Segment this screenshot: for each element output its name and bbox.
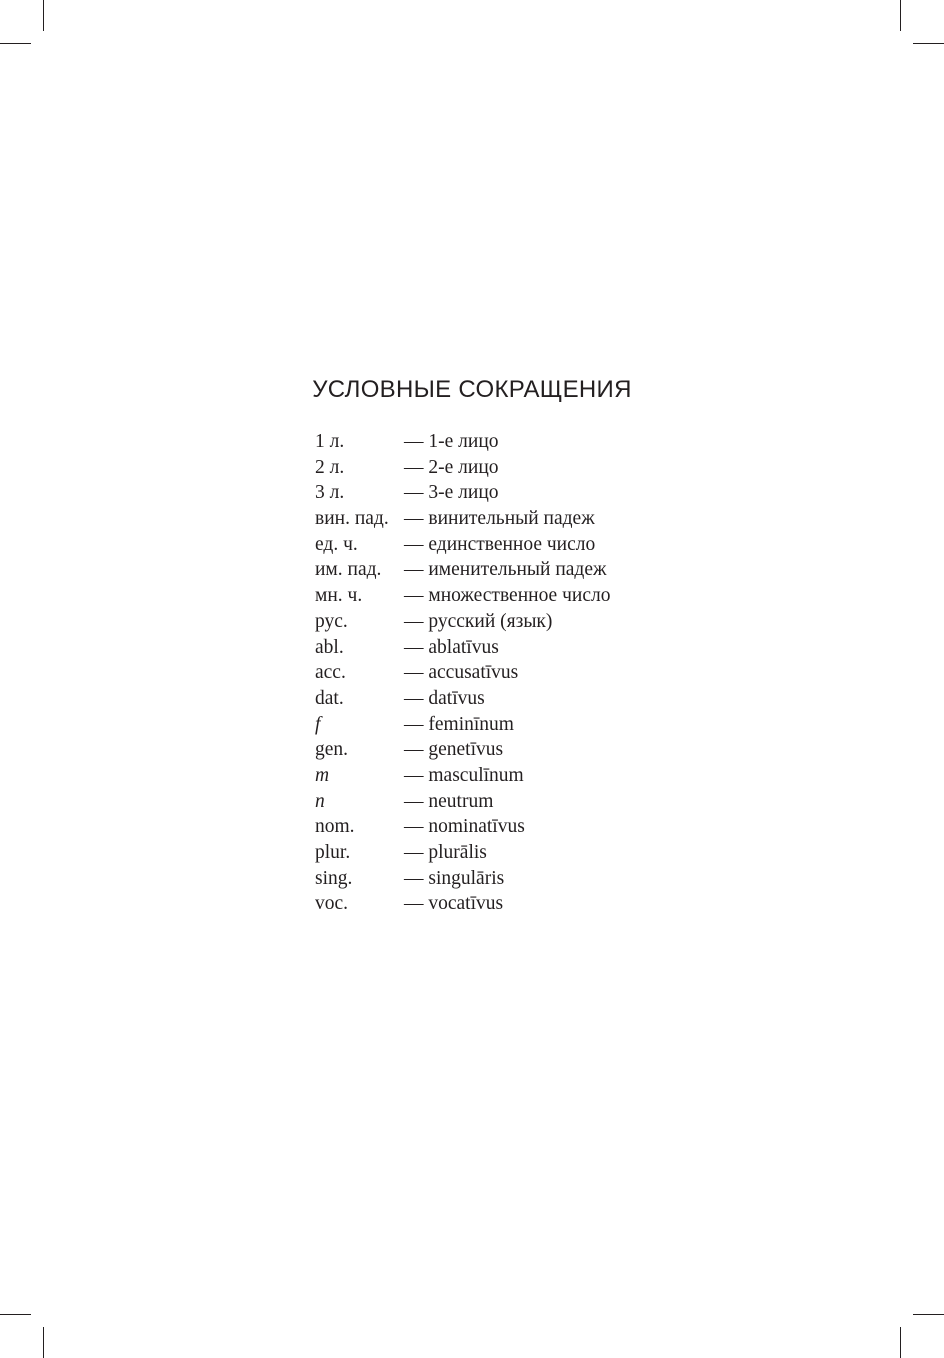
crop-mark-top-right-horizontal	[913, 43, 944, 44]
abbreviation-row	[315, 609, 610, 635]
abbreviation-term: рус.	[315, 610, 348, 632]
abbreviation-definition: — именительный падеж	[404, 559, 607, 581]
abbreviation-definition: — множественное число	[404, 585, 611, 607]
abbreviation-term: m	[315, 764, 330, 786]
abbreviation-term: gen.	[315, 739, 349, 761]
abbreviation-definition: — nominatīvus	[404, 816, 525, 838]
abbreviation-row	[315, 455, 610, 481]
abbreviation-definition: — datīvus	[404, 687, 485, 709]
crop-mark-bottom-right-vertical	[900, 1327, 901, 1358]
abbreviation-definition: — neutrum	[404, 790, 494, 812]
abbreviation-definition: — русский (язык)	[404, 610, 553, 632]
abbreviation-definition: — ablatīvus	[404, 636, 499, 658]
crop-mark-top-left-vertical	[43, 0, 44, 31]
page-title: УСЛОВНЫЕ СОКРАЩЕНИЯ	[312, 376, 632, 403]
abbreviation-term: acc.	[315, 662, 346, 684]
abbreviation-term: ед. ч.	[315, 533, 358, 555]
abbreviation-term: plur.	[315, 842, 351, 863]
abbreviation-term: вин. пад.	[315, 508, 389, 530]
crop-mark-top-left-horizontal	[0, 43, 31, 44]
abbreviation-term: 3 л.	[315, 482, 345, 504]
abbreviation-definition: — feminīnum	[404, 713, 514, 735]
crop-mark-top-right-vertical	[900, 0, 901, 31]
abbreviation-term: voc.	[315, 893, 349, 915]
abbreviation-term: 1 л.	[315, 431, 345, 452]
abbreviation-row	[315, 814, 610, 840]
abbreviation-definition: — accusatīvus	[404, 662, 519, 684]
abbreviation-definition: — 1-е лицо	[404, 431, 499, 452]
abbreviation-row	[315, 506, 610, 532]
abbreviation-definition: — винительный падеж	[404, 508, 595, 530]
abbreviation-term: sing.	[315, 867, 353, 889]
abbreviation-row	[315, 480, 610, 506]
abbreviation-definition: — vocatīvus	[404, 893, 504, 915]
abbreviation-row	[315, 763, 610, 789]
abbreviation-row	[315, 712, 610, 738]
abbreviation-row	[315, 532, 610, 558]
abbreviation-definition: — masculīnum	[404, 764, 524, 786]
abbreviation-definition: — singulāris	[404, 867, 505, 889]
crop-mark-bottom-right-horizontal	[913, 1314, 944, 1315]
abbreviation-row	[315, 660, 610, 686]
abbreviation-definition: — 3-е лицо	[404, 482, 499, 504]
abbreviation-row	[315, 840, 610, 866]
abbreviation-row	[315, 429, 610, 455]
abbreviation-row	[315, 737, 610, 763]
abbreviation-row	[315, 789, 610, 815]
abbreviation-row	[315, 891, 610, 917]
abbreviation-term: n	[315, 790, 325, 812]
abbreviation-term: 2 л.	[315, 456, 345, 478]
abbreviation-term: abl.	[315, 636, 344, 658]
abbreviation-term: мн. ч.	[315, 585, 363, 607]
abbreviation-term: nom.	[315, 816, 355, 838]
crop-mark-bottom-left-vertical	[43, 1327, 44, 1358]
abbreviation-row	[315, 866, 610, 892]
abbreviation-definition: — 2-е лицо	[404, 456, 499, 478]
abbreviation-row	[315, 557, 610, 583]
abbreviation-definition: — genetīvus	[404, 739, 504, 761]
abbreviation-definition: — единственное число	[404, 533, 596, 555]
abbreviation-row	[315, 686, 610, 712]
abbreviation-term: dat.	[315, 687, 344, 709]
abbreviation-row	[315, 583, 610, 609]
abbreviation-row	[315, 635, 610, 661]
abbreviation-list	[315, 429, 610, 917]
abbreviation-term: им. пад.	[315, 559, 382, 581]
abbreviation-definition: — plurālis	[404, 842, 487, 863]
abbreviation-term: f	[315, 713, 321, 735]
crop-mark-bottom-left-horizontal	[0, 1314, 31, 1315]
